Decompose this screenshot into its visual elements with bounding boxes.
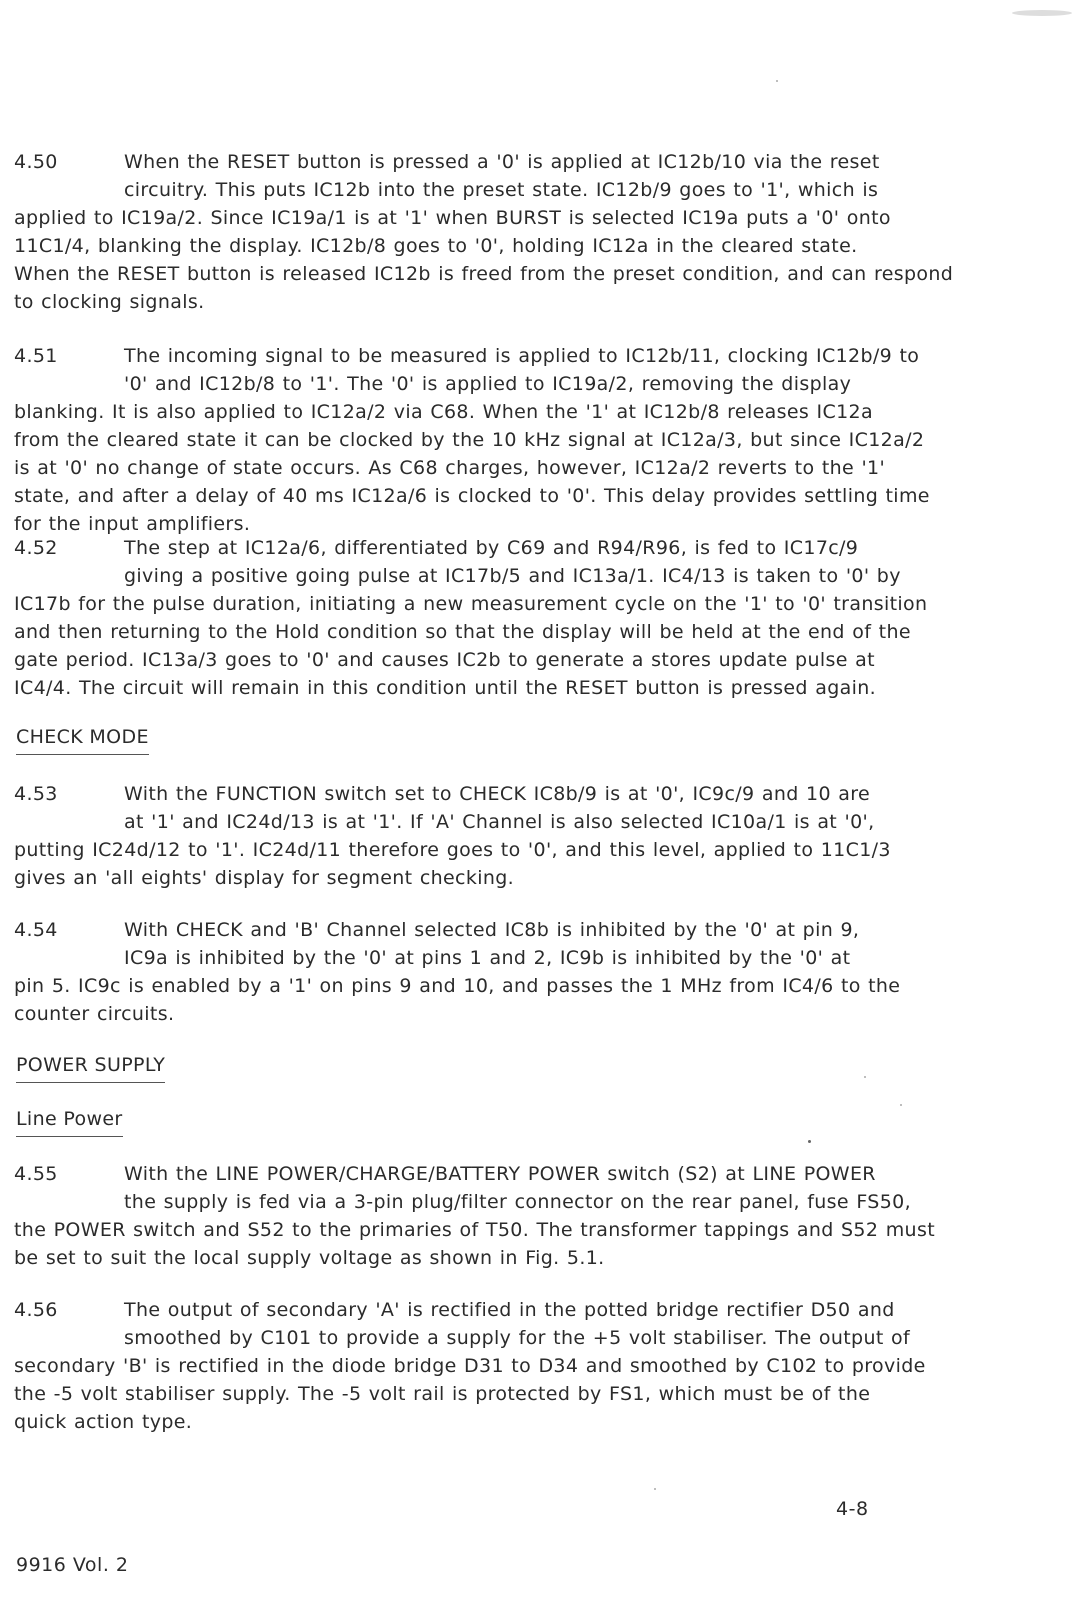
scan-speck <box>1012 10 1072 16</box>
paragraph-line: smoothed by C101 to provide a supply for the +5 volt stabiliser. The output of <box>124 1327 911 1349</box>
paragraph-line: When the RESET button is pressed a '0' is applied at IC12b/10 via the reset <box>124 151 880 173</box>
paragraph-number: 4.50 <box>14 151 58 173</box>
paragraph-line: putting IC24d/12 to '1'. IC24d/11 therefore goes to '0', and this level, applied to 11C1/3 <box>14 839 891 861</box>
paragraph-line: at '1' and IC24d/13 is at '1'. If 'A' Channel is also selected IC10a/1 is at '0', <box>124 811 875 833</box>
page-number: 4-8 <box>836 1498 869 1520</box>
scan-speck <box>864 1076 866 1078</box>
paragraph-line: IC4/4. The circuit will remain in this condition until the RESET button is pressed again. <box>14 677 877 699</box>
paragraph-number: 4.54 <box>14 919 58 941</box>
paragraph-number: 4.55 <box>14 1163 58 1185</box>
paragraph-line: '0' and IC12b/8 to '1'. The '0' is applied to IC19a/2, removing the display <box>124 373 852 395</box>
paragraph-number: 4.52 <box>14 537 58 559</box>
paragraph-line: The output of secondary 'A' is rectified in the potted bridge rectifier D50 and <box>124 1299 895 1321</box>
paragraph-line: applied to IC19a/2. Since IC19a/1 is at '1' when BURST is selected IC19a puts a '0' onto <box>14 207 891 229</box>
paragraph-line: With the FUNCTION switch set to CHECK IC8b/9 is at '0', IC9c/9 and 10 are <box>124 783 871 805</box>
paragraph-line: is at '0' no change of state occurs. As C68 charges, however, IC12a/2 reverts to the '1' <box>14 457 886 479</box>
paragraph-number: 4.51 <box>14 345 58 367</box>
paragraph-line: IC9a is inhibited by the '0' at pins 1 and 2, IC9b is inhibited by the '0' at <box>124 947 851 969</box>
paragraph-4-53 <box>14 780 1014 892</box>
paragraph-line: for the input amplifiers. <box>14 513 251 535</box>
paragraph-4-52 <box>14 534 1014 702</box>
paragraph-line: IC17b for the pulse duration, initiating a new measurement cycle on the '1' to '0' transition <box>14 593 928 615</box>
paragraph-4-51 <box>14 342 1014 538</box>
paragraph-line: The incoming signal to be measured is applied to IC12b/11, clocking IC12b/9 to <box>124 345 920 367</box>
paragraph-4-50 <box>14 148 1014 316</box>
scan-speck <box>776 80 778 82</box>
paragraph-line: the POWER switch and S52 to the primaries of T50. The transformer tappings and S52 must <box>14 1219 935 1241</box>
section-heading-power-supply: POWER SUPPLY <box>16 1052 165 1083</box>
paragraph-line: the -5 volt stabiliser supply. The -5 volt rail is protected by FS1, which must be of the <box>14 1383 871 1405</box>
paragraph-line: to clocking signals. <box>14 291 205 313</box>
paragraph-number: 4.53 <box>14 783 58 805</box>
paragraph-line: from the cleared state it can be clocked by the 10 kHz signal at IC12a/3, but since IC12a/2 <box>14 429 925 451</box>
paragraph-line: counter circuits. <box>14 1003 175 1025</box>
section-heading-check-mode: CHECK MODE <box>16 724 149 755</box>
paragraph-line: be set to suit the local supply voltage as shown in Fig. 5.1. <box>14 1247 605 1269</box>
paragraph-line: pin 5. IC9c is enabled by a '1' on pins 9 and 10, and passes the 1 MHz from IC4/6 to the <box>14 975 901 997</box>
paragraph-line: and then returning to the Hold condition so that the display will be held at the end of the <box>14 621 911 643</box>
paragraph-4-56 <box>14 1296 1014 1436</box>
paragraph-line: The step at IC12a/6, differentiated by C69 and R94/R96, is fed to IC17c/9 <box>124 537 859 559</box>
paragraph-4-55 <box>14 1160 1014 1272</box>
paragraph-4-54 <box>14 916 1014 1028</box>
scan-speck <box>654 1488 656 1490</box>
paragraph-line: With CHECK and 'B' Channel selected IC8b is inhibited by the '0' at pin 9, <box>124 919 860 941</box>
paragraph-line: quick action type. <box>14 1411 193 1433</box>
scan-speck <box>900 1104 902 1106</box>
paragraph-line: giving a positive going pulse at IC17b/5 and IC13a/1. IC4/13 is taken to '0' by <box>124 565 901 587</box>
paragraph-line: gate period. IC13a/3 goes to '0' and causes IC2b to generate a stores update pulse at <box>14 649 875 671</box>
paragraph-line: state, and after a delay of 40 ms IC12a/6 is clocked to '0'. This delay provides settling time <box>14 485 930 507</box>
paragraph-line: When the RESET button is released IC12b is freed from the preset condition, and can respond <box>14 263 954 285</box>
paragraph-line: With the LINE POWER/CHARGE/BATTERY POWER switch (S2) at LINE POWER <box>124 1163 876 1185</box>
paragraph-number: 4.56 <box>14 1299 58 1321</box>
paragraph-line: gives an 'all eights' display for segment checking. <box>14 867 515 889</box>
paragraph-line: circuitry. This puts IC12b into the preset state. IC12b/9 goes to '1', which is <box>124 179 879 201</box>
paragraph-line: 11C1/4, blanking the display. IC12b/8 goes to '0', holding IC12a in the cleared state. <box>14 235 858 257</box>
scan-speck <box>808 1140 811 1143</box>
document-id: 9916 Vol. 2 <box>16 1554 129 1576</box>
subsection-heading-line-power: Line Power <box>16 1106 123 1137</box>
paragraph-line: secondary 'B' is rectified in the diode bridge D31 to D34 and smoothed by C102 to provide <box>14 1355 926 1377</box>
paragraph-line: blanking. It is also applied to IC12a/2 via C68. When the '1' at IC12b/8 releases IC12a <box>14 401 873 423</box>
paragraph-line: the supply is fed via a 3-pin plug/filter connector on the rear panel, fuse FS50, <box>124 1191 911 1213</box>
